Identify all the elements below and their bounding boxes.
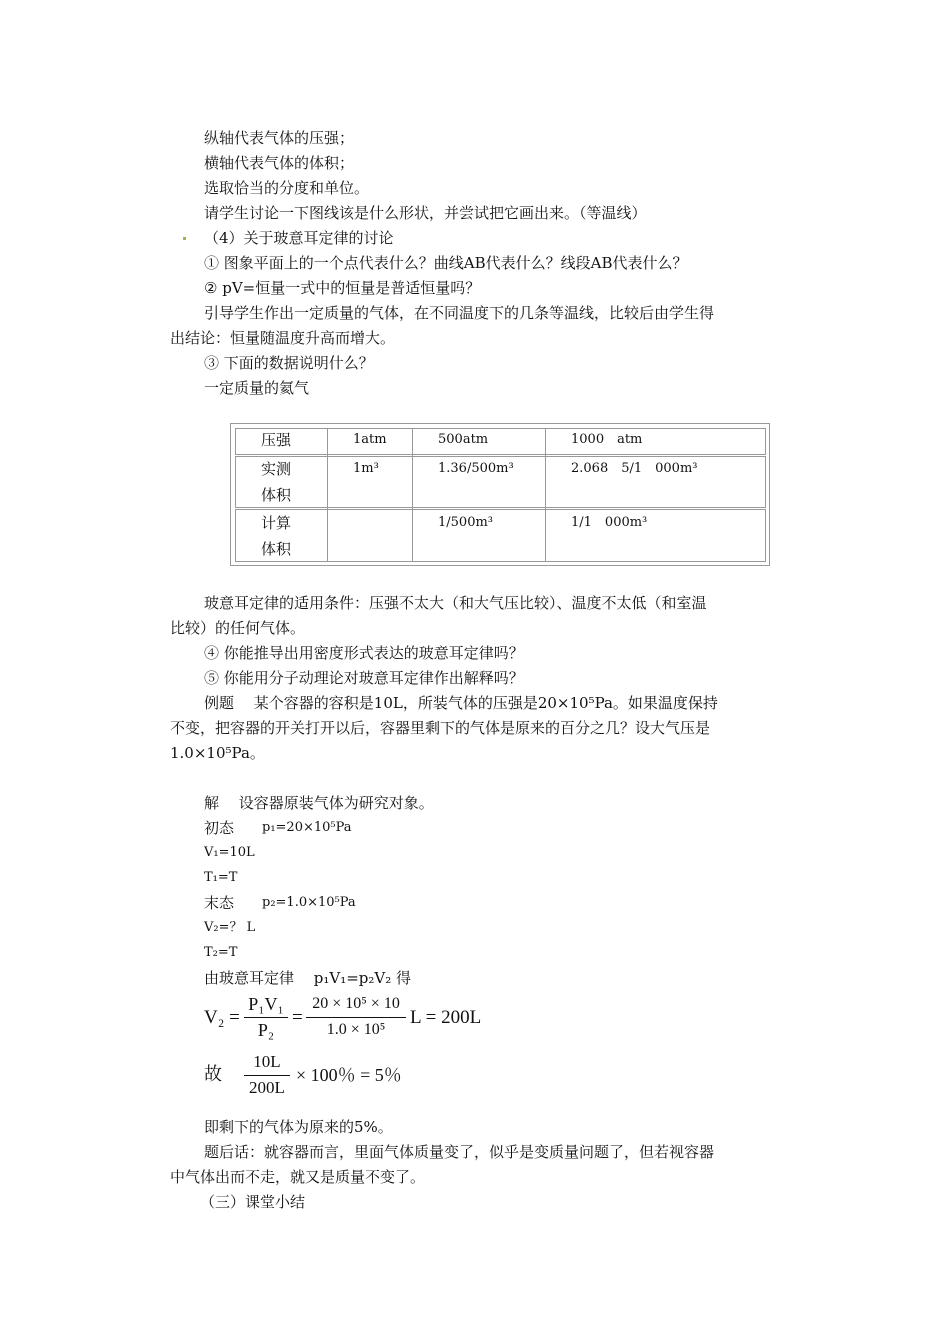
row-measured-1000atm: 2.068 5/1 000m³ xyxy=(571,461,698,476)
formula-percent-result: × 100％ = 5％ xyxy=(296,1065,402,1085)
para-scale-units: 选取恰当的分度和单位。 xyxy=(204,179,370,197)
row-measured-500atm: 1.36/500m³ xyxy=(438,461,514,476)
formula-v2-bar2 xyxy=(306,1017,406,1018)
formula-percent-prefix: 故 xyxy=(204,1064,222,1085)
row-calculated-label-a: 计算 xyxy=(261,514,292,532)
para-helium: 一定质量的氦气 xyxy=(204,379,310,397)
table-header-1atm: 1atm xyxy=(353,432,387,447)
formula-v2-den1: P₂ xyxy=(257,1020,275,1040)
section-heading-boyle: （4）关于玻意耳定律的讨论 xyxy=(204,229,394,247)
row-measured-1atm: 1m³ xyxy=(353,461,379,476)
para-discussion: 请学生讨论一下图线该是什么形状，并尝试把它画出来。（等温线） xyxy=(204,204,647,222)
row-calculated-label-b: 体积 xyxy=(261,540,292,558)
table-row-calculated xyxy=(235,509,766,562)
row-measured-label-a: 实测 xyxy=(261,460,292,478)
para-guide-line2: 出结论：恒量随温度升高而增大。 xyxy=(170,329,396,347)
table-header-1000atm: 1000 atm xyxy=(571,432,643,447)
formula-v2-num1: P₁V₁ xyxy=(248,994,284,1014)
para-guide-line1: 引导学生作出一定质量的气体，在不同温度下的几条等温线，比较后由学生得 xyxy=(204,304,715,322)
initial-pressure: p₁=20×10⁵Pa xyxy=(262,820,352,835)
table-header-500atm: 500atm xyxy=(438,432,489,447)
bullet-dot xyxy=(183,237,186,240)
question-3: ③ 下面的数据说明什么？ xyxy=(204,354,374,372)
section-heading-summary: （三）课堂小结 xyxy=(200,1193,306,1211)
table-col-divider-3 xyxy=(545,428,546,562)
para-conditions-line2: 比较）的任何气体。 xyxy=(170,619,306,637)
data-table xyxy=(230,423,770,566)
para-vertical-axis: 纵轴代表气体的压强； xyxy=(204,129,355,147)
example-line2: 不变，把容器的开关打开以后，容器里剩下的气体是原来的百分之几？设大气压是 xyxy=(170,719,711,737)
conclusion: 即剩下的气体为原来的5%。 xyxy=(204,1118,393,1136)
example-line1: 例题 某个容器的容积是10L，所装气体的压强是20×10⁵Pa。如果温度保持 xyxy=(204,694,718,712)
question-4: ④ 你能推导出用密度形式表达的玻意耳定律吗？ xyxy=(204,644,524,662)
afterword-line1: 题后话：就容器而言，里面气体质量变了，似乎是变质量问题了，但若视容器 xyxy=(204,1143,715,1161)
boyle-law-statement: 由玻意耳定律 p₁V₁=p₂V₂ 得 xyxy=(204,969,412,987)
initial-state-label: 初态 xyxy=(204,819,235,837)
table-header-pressure: 压强 xyxy=(261,431,292,449)
question-5: ⑤ 你能用分子动理论对玻意耳定律作出解释吗？ xyxy=(204,669,524,687)
formula-v2-num2: 20 × 10⁵ × 10 xyxy=(312,995,400,1012)
formula-percent-bar xyxy=(244,1075,290,1076)
final-volume: V₂=？ L xyxy=(204,920,256,935)
row-measured-label-b: 体积 xyxy=(261,486,292,504)
question-1: ① 图象平面上的一个点代表什么？曲线AB代表什么？线段AB代表什么？ xyxy=(204,254,688,272)
initial-temperature: T₁=T xyxy=(204,870,238,885)
formula-percent-den: 200L xyxy=(249,1078,285,1097)
final-state-label: 末态 xyxy=(204,894,235,912)
formula-percent-num: 10L xyxy=(253,1052,281,1071)
formula-v2-bar1 xyxy=(244,1017,288,1018)
initial-volume: V₁=10L xyxy=(204,845,255,860)
example-line3: 1.0×10⁵Pa。 xyxy=(170,744,265,762)
final-pressure: p₂=1.0×10⁵Pa xyxy=(262,895,356,910)
solution-intro: 解 设容器原装气体为研究对象。 xyxy=(204,794,434,812)
formula-v2-eq: = xyxy=(292,1007,303,1028)
row-calculated-500atm: 1/500m³ xyxy=(438,515,494,530)
table-col-divider-1 xyxy=(327,428,328,562)
afterword-line2: 中气体出而不走，就又是质量不变了。 xyxy=(170,1168,426,1186)
final-temperature: T₂=T xyxy=(204,945,238,960)
table-header-row xyxy=(235,428,766,455)
table-col-divider-2 xyxy=(412,428,413,562)
row-calculated-1000atm: 1/1 000m³ xyxy=(571,515,648,530)
question-2: ② pV=恒量一式中的恒量是普适恒量吗？ xyxy=(204,279,481,297)
formula-v2-lhs: V₂ = xyxy=(204,1007,240,1028)
formula-v2-den2: 1.0 × 10⁵ xyxy=(326,1021,386,1038)
para-conditions-line1: 玻意耳定律的适用条件：压强不太大（和大气压比较）、温度不太低（和室温 xyxy=(204,594,707,612)
formula-v2-result: L = 200L xyxy=(410,1007,482,1028)
para-horizontal-axis: 横轴代表气体的体积； xyxy=(204,154,355,172)
